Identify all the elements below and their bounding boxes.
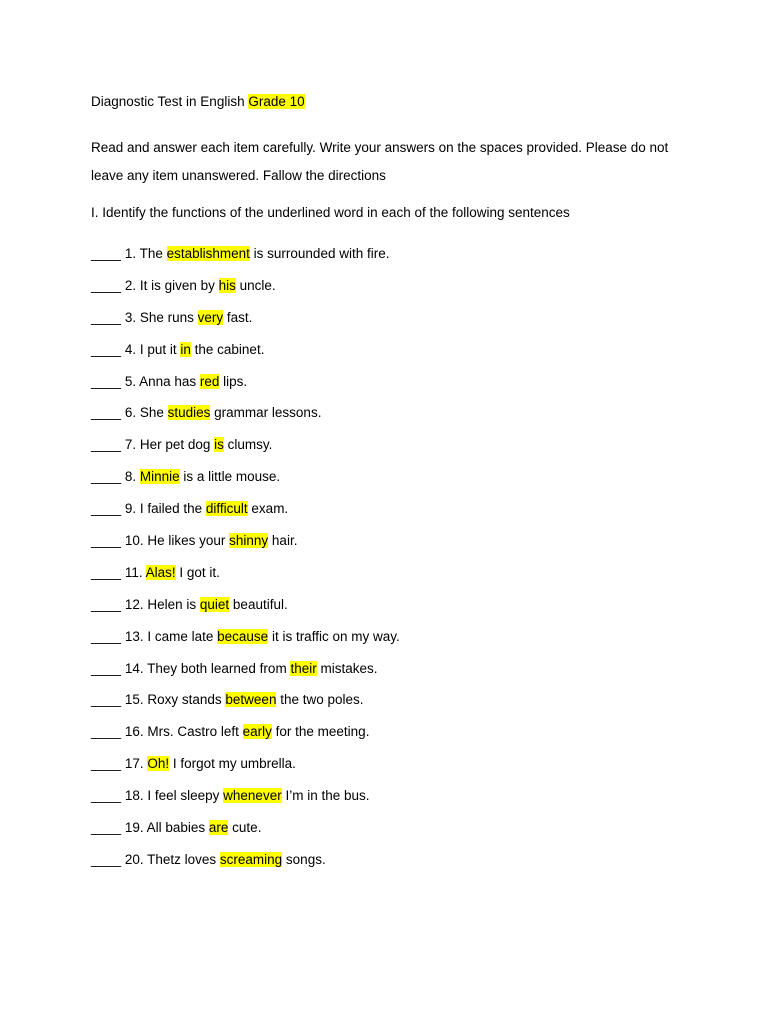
sentence-before: Anna has: [139, 373, 200, 389]
highlighted-word: Oh!: [147, 756, 170, 772]
item-number: 15.: [124, 692, 144, 708]
item-number: 20.: [124, 851, 144, 867]
highlighted-word: Alas!: [145, 564, 176, 580]
highlighted-word: his: [218, 277, 236, 293]
answer-blank: ____: [91, 341, 122, 357]
sentence-after: the cabinet.: [190, 341, 265, 357]
answer-blank: ____: [91, 692, 122, 708]
sentence-before: I feel sleepy: [147, 788, 224, 804]
item-number: 1.: [124, 246, 137, 261]
highlighted-word: shinny: [229, 533, 269, 549]
sentence-after: exam.: [247, 501, 289, 517]
sentence-after: it is traffic on my way.: [268, 628, 400, 644]
sentence-after: beautiful.: [229, 596, 288, 612]
answer-blank: ____: [91, 246, 122, 261]
item-number: 10.: [124, 533, 144, 549]
sentence-after: cute.: [228, 820, 262, 836]
answer-blank: ____: [91, 851, 122, 867]
question-item: [91, 563, 731, 595]
item-number: 7.: [124, 437, 137, 453]
sentence-after: clumsy.: [223, 437, 273, 453]
sentence-before: Helen is: [147, 596, 200, 612]
item-number: 18.: [124, 788, 144, 804]
answer-blank: ____: [91, 628, 122, 644]
sentence-before: All babies: [146, 820, 209, 836]
sentence-after: I’m in the bus.: [281, 788, 370, 804]
document-page: [91, 92, 731, 882]
answer-blank: ____: [91, 564, 122, 580]
question-item: [91, 340, 731, 372]
sentence-before: She: [139, 405, 168, 421]
item-number: 11.: [124, 564, 143, 580]
item-number: 12.: [124, 596, 144, 612]
answer-blank: ____: [91, 724, 122, 740]
sentence-before: She runs: [139, 309, 198, 325]
question-item: [91, 850, 731, 882]
question-item: [91, 690, 731, 722]
answer-blank: ____: [91, 405, 122, 421]
question-item: [91, 659, 731, 691]
sentence-after: the two poles.: [276, 692, 364, 708]
highlighted-word: quiet: [199, 596, 230, 612]
sentence-before: They both learned from: [147, 660, 291, 676]
highlighted-word: whenever: [223, 788, 282, 804]
question-item: [91, 308, 731, 340]
answer-blank: ____: [91, 820, 122, 836]
sentence-after: grammar lessons.: [210, 405, 322, 421]
sentence-before: I failed the: [139, 501, 206, 517]
document-title-line: [91, 92, 731, 112]
item-number: 4.: [124, 341, 137, 357]
item-number: 8.: [124, 469, 137, 485]
item-number: 9.: [124, 501, 137, 517]
question-item: [91, 722, 731, 754]
item-number: 14.: [124, 660, 144, 676]
answer-blank: ____: [91, 309, 122, 325]
answer-blank: ____: [91, 277, 122, 293]
sentence-after: mistakes.: [316, 660, 378, 676]
sentence-before: Mrs. Castro left: [147, 724, 243, 740]
sentence-after: lips.: [219, 373, 248, 389]
section-heading: I. Identify the functions of the underlined word in each of the following sentences: [91, 205, 570, 220]
sentence-before: I came late: [147, 628, 218, 644]
highlighted-word: in: [180, 341, 191, 357]
question-item: [91, 754, 731, 786]
highlighted-word: Minnie: [139, 469, 180, 485]
item-number: 19.: [124, 820, 144, 836]
answer-blank: ____: [91, 788, 122, 804]
question-item: [91, 531, 731, 563]
instructions-paragraph: Read and answer each item carefully. Write your answers on the spaces provided. Please do not leave any item unanswered. Fallow the directions: [91, 140, 669, 183]
sentence-before: Her pet dog: [139, 437, 215, 453]
sentence-after: is surrounded with fire.: [249, 246, 390, 261]
answer-blank: ____: [91, 660, 122, 676]
sentence-before: The: [139, 246, 167, 261]
sentence-after: I forgot my umbrella.: [169, 756, 296, 772]
highlighted-word: very: [197, 309, 224, 325]
sentence-before: Thetz loves: [147, 851, 220, 867]
item-number: 13.: [124, 628, 144, 644]
highlighted-word: difficult: [205, 501, 248, 517]
answer-blank: ____: [91, 596, 122, 612]
sentence-after: I got it.: [175, 564, 220, 580]
highlighted-word: screaming: [219, 851, 283, 867]
question-item: [91, 818, 731, 850]
question-item: [91, 372, 731, 404]
item-number: 17.: [124, 756, 144, 772]
item-number: 6.: [124, 405, 137, 421]
sentence-after: for the meeting.: [271, 724, 370, 740]
item-number: 3.: [124, 309, 137, 325]
item-number: 16.: [124, 724, 144, 740]
question-item: [91, 595, 731, 627]
highlighted-word: early: [242, 724, 272, 740]
highlighted-word: are: [208, 820, 229, 836]
question-list: [91, 244, 731, 882]
item-number: 2.: [124, 277, 137, 293]
highlighted-word: establishment: [166, 246, 250, 261]
question-item: [91, 244, 731, 276]
sentence-before: He likes your: [147, 533, 230, 549]
question-item: [91, 276, 731, 308]
highlighted-word: between: [225, 692, 277, 708]
document-title: Diagnostic Test in English: [91, 94, 245, 109]
question-item: [91, 467, 731, 499]
question-item: [91, 435, 731, 467]
sentence-before: Roxy stands: [147, 692, 226, 708]
answer-blank: ____: [91, 437, 122, 453]
sentence-before: I put it: [139, 341, 181, 357]
highlighted-word: red: [199, 373, 220, 389]
highlighted-word: their: [290, 660, 317, 676]
item-number: 5.: [124, 373, 137, 389]
sentence-after: is a little mouse.: [179, 469, 281, 485]
question-item: [91, 403, 731, 435]
answer-blank: ____: [91, 373, 122, 389]
question-item: [91, 786, 731, 818]
sentence-after: fast.: [223, 309, 253, 325]
grade-highlight: Grade 10: [248, 94, 305, 109]
sentence-after: songs.: [282, 851, 326, 867]
sentence-after: hair.: [268, 533, 298, 549]
highlighted-word: studies: [167, 405, 211, 421]
highlighted-word: because: [217, 628, 269, 644]
answer-blank: ____: [91, 533, 122, 549]
answer-blank: ____: [91, 469, 122, 485]
question-item: [91, 627, 731, 659]
question-item: [91, 499, 731, 531]
answer-blank: ____: [91, 756, 122, 772]
answer-blank: ____: [91, 501, 122, 517]
highlighted-word: is: [214, 437, 224, 453]
sentence-after: uncle.: [235, 277, 276, 293]
sentence-before: It is given by: [139, 277, 219, 293]
